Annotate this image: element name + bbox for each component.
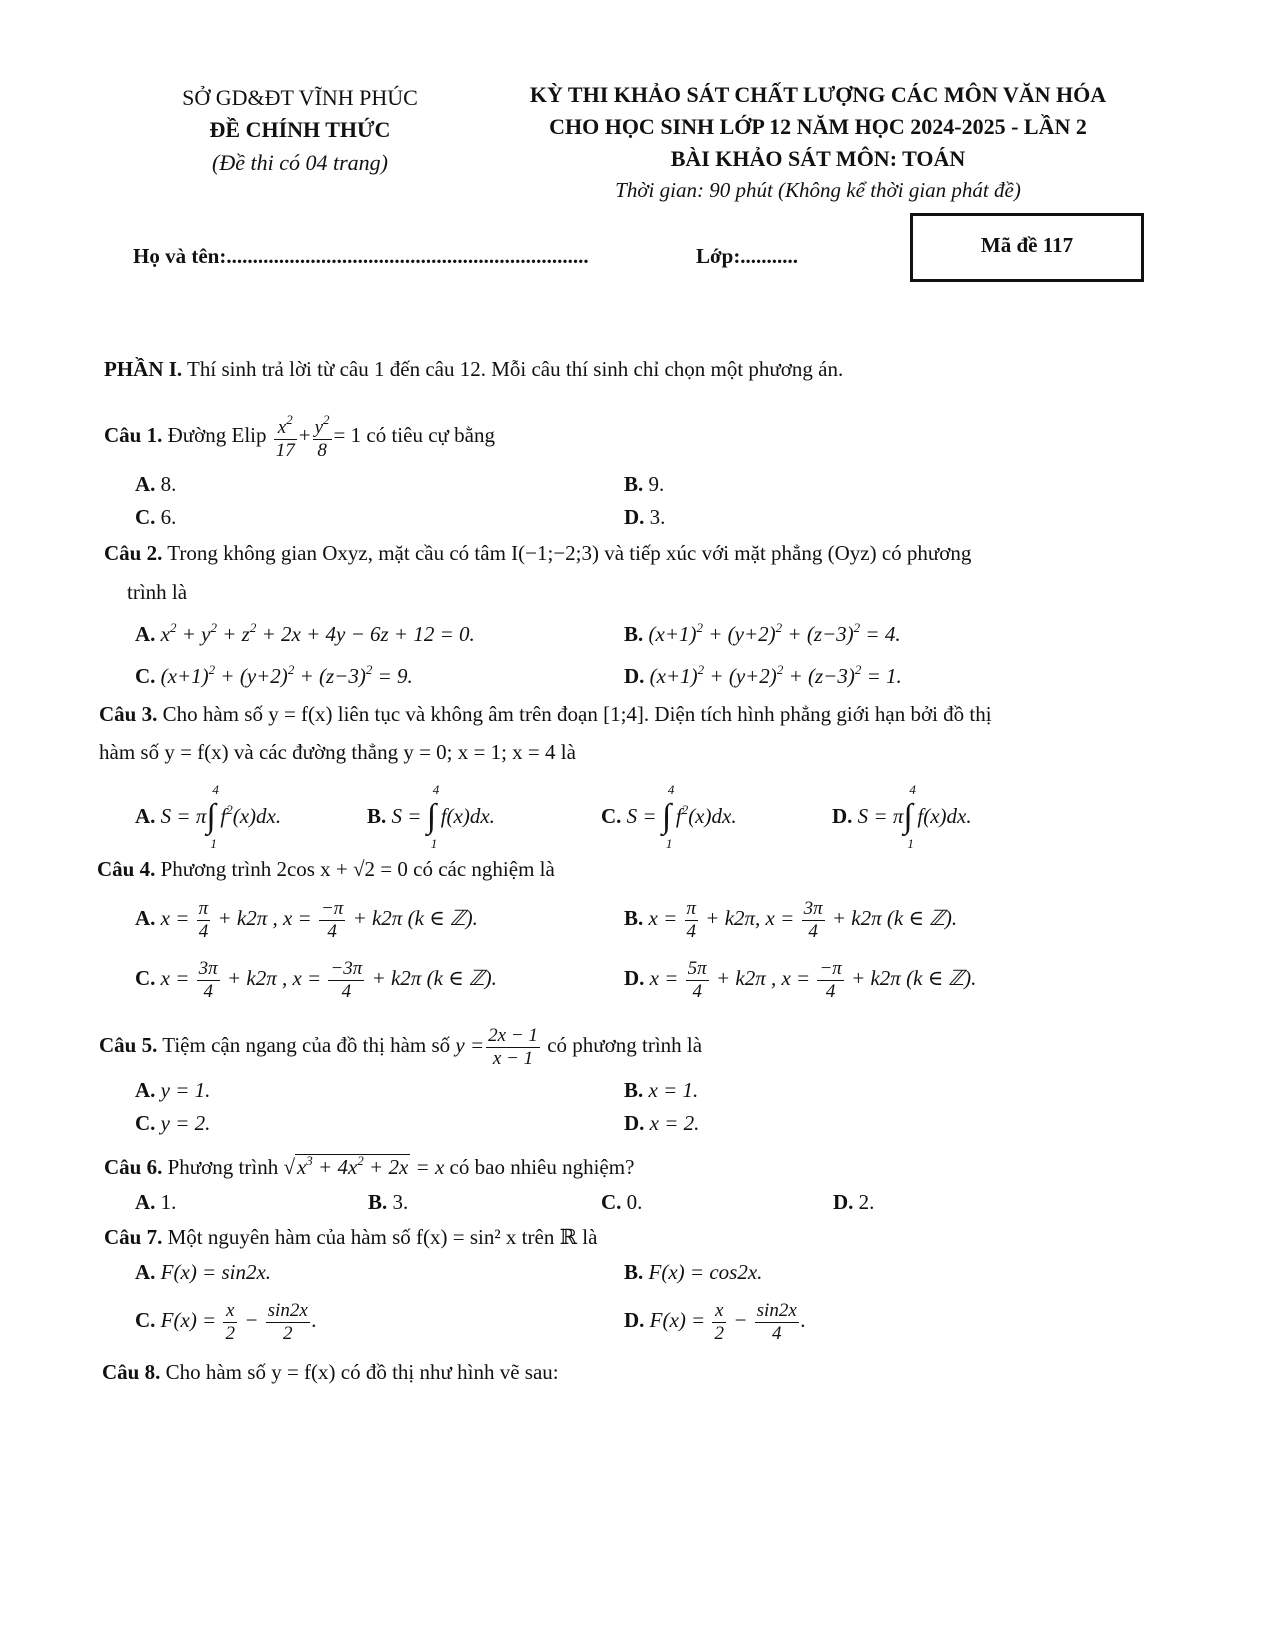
question-label: Câu 8.	[102, 1360, 161, 1384]
option-d[interactable]: D. $(x+1)^2 + (y+2)^2 + (z-3)^2 = 1$.	[624, 662, 902, 688]
fraction: $\frac{x^2}{17}$	[275, 412, 295, 461]
integral-sign: ∫ 4 1	[903, 782, 916, 851]
option-d[interactable]: D. 2.	[833, 1190, 875, 1214]
option-a[interactable]: A. F(x) = sin2x.	[135, 1260, 272, 1284]
name-field: Họ và tên:.....................................................................	[133, 244, 589, 268]
exam-subtitle: CHO HỌC SINH LỚP 12 NĂM HỌC 2024-2025 - LẦN 2	[549, 114, 1087, 139]
option-c[interactable]: C. 6.	[135, 505, 177, 529]
page-count-note: (Đề thi có 04 trang)	[212, 150, 388, 175]
question-label: Câu 2.	[104, 541, 163, 565]
question-5: Câu 5. Tiệm cận ngang của đồ thị hàm số y = $\frac{2x - 1}{x - 1}$ có phương trình là	[99, 1025, 703, 1069]
option-a[interactable]: A. $x^2 + y^2 + z^2 + 2x + 4y - 6z + 12 = 0$.	[135, 620, 475, 646]
question-6: Câu 6. Phương trình $√x^3 + 4x^2 + 2x = x$ có bao nhiêu nghiệm?	[104, 1153, 635, 1179]
integral-sign: ∫ 4 1	[426, 782, 440, 851]
question-text: có phương trình là	[547, 1033, 703, 1058]
question-text: Phương trình 2cos x + √2 = 0 có các nghiệm là	[160, 857, 555, 881]
time-limit: Thời gian: 90 phút (Không kể thời gian phát đề)	[615, 178, 1021, 202]
option-d[interactable]: D. x = $\frac{5\pi}{4}$ + k2π , x = $\frac{-\pi}{4}$ + k2π (k ∈ ℤ).	[624, 958, 977, 1002]
question-text-cont: hàm số y = f(x) và các đường thẳng y = 0; x = 1; x = 4 là	[99, 740, 576, 764]
official-exam-label: ĐỀ CHÍNH THỨC	[209, 117, 391, 142]
integral-sign: ∫ 4 1	[661, 782, 675, 851]
exam-code-box	[910, 213, 1144, 282]
option-c[interactable]: C. F(x) = $\frac{x}{2}$ − $\frac{\sin 2x}{2}$ .	[135, 1300, 318, 1344]
question-text-cont: trình là	[127, 580, 188, 604]
option-a[interactable]: A. y = 1.	[135, 1078, 211, 1102]
department-name: SỞ GD&ĐT VĨNH PHÚC	[182, 85, 418, 110]
question-label: Câu 1.	[104, 423, 163, 448]
question-text: Một nguyên hàm của hàm số f(x) = sin² x trên ℝ là	[167, 1225, 598, 1249]
exam-code: Mã đề 117	[980, 233, 1074, 257]
question-label: Câu 5.	[99, 1033, 158, 1058]
part-instruction	[104, 357, 843, 382]
option-a[interactable]: A. S = π ∫ 4 1 $f^2(x)dx$.	[135, 782, 282, 851]
question-text: Cho hàm số y = f(x) có đồ thị như hình vẽ sau:	[165, 1360, 559, 1384]
question-label: Câu 4.	[97, 857, 156, 881]
fraction: $\frac{y^2}{8}$	[314, 412, 330, 461]
question-3	[99, 702, 992, 727]
option-b[interactable]: B. 9.	[624, 472, 665, 496]
fraction: $\frac{2x - 1}{x - 1}$	[488, 1025, 538, 1069]
question-text: Cho hàm số y = f(x) liên tục và không âm trên đoạn [1;4]. Diện tích hình phẳng giới hạn bởi đồ thị	[162, 702, 992, 726]
option-b[interactable]: B. x = $\frac{\pi}{4}$ + k2π, x = $\frac{3\pi}{4}$ + k2π (k ∈ ℤ).	[624, 898, 958, 942]
option-b[interactable]: B. x = 1.	[624, 1078, 699, 1102]
question-label: Câu 6.	[104, 1155, 163, 1179]
question-text: Phương trình	[167, 1155, 279, 1179]
subject-line: BÀI KHẢO SÁT MÔN: TOÁN	[670, 146, 966, 171]
question-4	[97, 857, 555, 882]
question-1: Câu 1. Đường Elip $\frac{x^2}{17}$ + $\frac{y^2}{8}$ = 1 có tiêu cự bằng	[104, 412, 495, 461]
question-text: có bao nhiêu nghiệm?	[449, 1155, 635, 1179]
option-d[interactable]: D. F(x) = $\frac{x}{2}$ − $\frac{\sin 2x}{4}$ .	[624, 1300, 807, 1344]
question-text: Tiệm cận ngang của đồ thị hàm số	[162, 1033, 451, 1058]
question-2	[104, 541, 971, 566]
part-text: Thí sinh trả lời từ câu 1 đến câu 12. Mỗi câu thí sinh chỉ chọn một phương án.	[187, 357, 844, 381]
question-text: có tiêu cự bằng	[366, 423, 495, 448]
integral-sign: ∫ 4 1	[206, 782, 219, 851]
part-label: PHẦN I.	[104, 357, 183, 381]
option-d[interactable]: D. 3.	[624, 505, 666, 529]
option-a[interactable]: A. 8.	[135, 472, 177, 496]
option-c[interactable]: C. y = 2.	[135, 1111, 211, 1135]
option-c[interactable]: C. x = $\frac{3\pi}{4}$ + k2π , x = $\frac{-3\pi}{4}$ + k2π (k ∈ ℤ).	[135, 958, 497, 1002]
exam-title: KỲ THI KHẢO SÁT CHẤT LƯỢNG CÁC MÔN VĂN HÓA	[529, 82, 1107, 107]
question-label: Câu 7.	[104, 1225, 163, 1249]
question-text: Đường Elip	[167, 423, 267, 448]
option-a[interactable]: A. 1.	[135, 1190, 177, 1214]
option-b[interactable]: B. F(x) = cos2x.	[624, 1260, 763, 1284]
option-c[interactable]: C. S = ∫ 4 1 $f^2(x)dx$.	[601, 782, 737, 851]
option-a[interactable]: A. x = $\frac{\pi}{4}$ + k2π , x = $\frac{-\pi}{4}$ + k2π (k ∈ ℤ).	[135, 898, 478, 942]
question-8	[102, 1360, 559, 1385]
option-b[interactable]: B. S = ∫ 4 1 f(x)dx.	[367, 782, 495, 851]
option-b[interactable]: B. 3.	[368, 1190, 409, 1214]
question-text: Trong không gian Oxyz, mặt cầu có tâm I(−1;−2;3) và tiếp xúc với mặt phẳng (Oyz) có phương	[167, 541, 972, 565]
option-c[interactable]: C. $(x+1)^2 + (y+2)^2 + (z-3)^2 = 9$.	[135, 662, 413, 688]
option-d[interactable]: D. S = π ∫ 4 1 f(x)dx.	[832, 782, 972, 851]
question-7	[104, 1225, 597, 1250]
question-label: Câu 3.	[99, 702, 158, 726]
option-d[interactable]: D. x = 2.	[624, 1111, 700, 1135]
class-field: Lớp:...........	[696, 244, 799, 268]
option-b[interactable]: B. $(x+1)^2 + (y+2)^2 + (z-3)^2 = 4$.	[624, 620, 901, 646]
option-c[interactable]: C. 0.	[601, 1190, 643, 1214]
